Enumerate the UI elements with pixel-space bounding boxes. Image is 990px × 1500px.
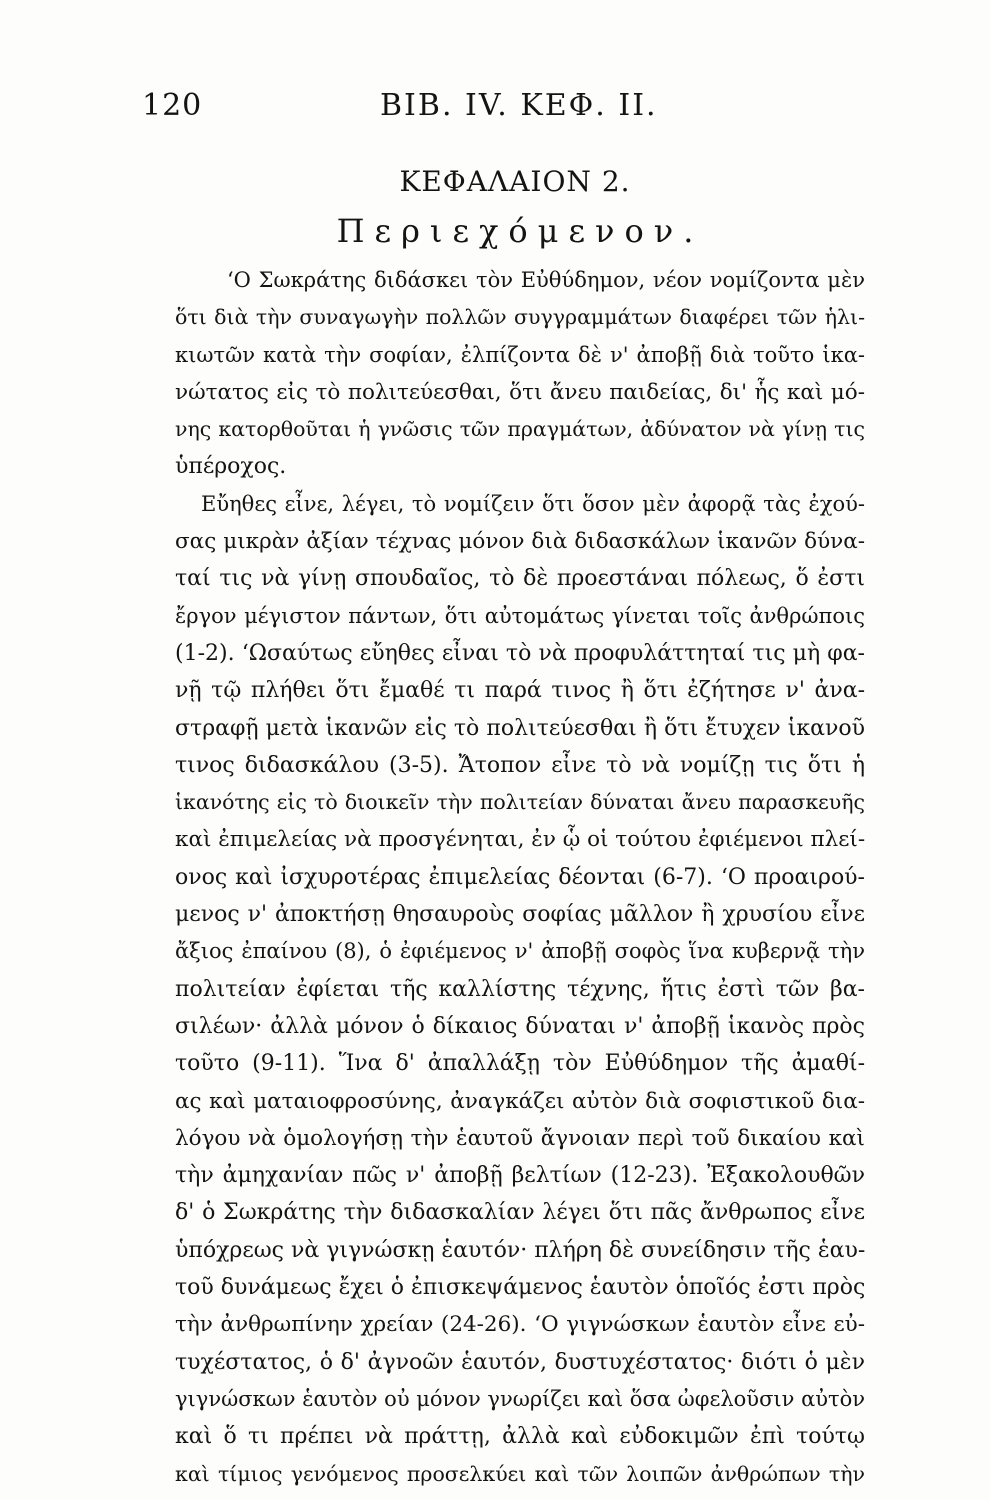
text-line: κιωτῶν κατὰ τὴν σοφίαν, ἐλπίζοντα δὲ ν' ἀποβῇ διὰ τοῦτο ἱκα- (175, 342, 865, 367)
text-line: ὅτι διὰ τὴν συναγωγὴν πολλῶν συγγραμμάτων διαφέρει τῶν ἡλι- (175, 305, 865, 330)
body-text (175, 262, 865, 1493)
text-line: σας μικρὰν ἀξίαν τέχνας μόνον διὰ διδασκάλων ἱκανῶν δύνα- (175, 529, 865, 555)
text-line: ἄξιος ἐπαίνου (8), ὁ ἐφιέμενος ν' ἀποβῇ σοφὸς ἵνα κυβερνᾷ τὴν (175, 939, 865, 964)
text-line: τὴν ἀμηχανίαν πῶς ν' ἀποβῇ βελτίων (12-23). Ἐξακολουθῶν (175, 1163, 865, 1189)
text-line: λόγου νὰ ὁμολογήσῃ τὴν ἑαυτοῦ ἄγνοιαν περὶ τοῦ δικαίου καὶ (175, 1125, 865, 1151)
text-line: νώτατος εἰς τὸ πολιτεύεσθαι, ὅτι ἄνευ παιδείας, δι' ἧς καὶ μό- (175, 379, 865, 405)
text-line: νῇ τῷ πλήθει ὅτι ἔμαθέ τι παρά τινος ἢ ὅτι ἐζήτησε ν' ἀνα- (175, 678, 865, 704)
text-line: μενος ν' ἀποκτήσῃ θησαυροὺς σοφίας μᾶλλον ἢ χρυσίου εἶνε (175, 902, 865, 928)
text-line: καὶ ἐπιμελείας νὰ προσγένηται, ἐν ᾧ οἱ τούτου ἐφιέμενοι πλεί- (175, 827, 866, 853)
text-line: ‘Ο Σωκράτης διδάσκει τὸν Εὐθύδημον, νέον νομίζοντα μὲν (227, 268, 865, 292)
text-line: δ' ὁ Σωκράτης τὴν διδασκαλίαν λέγει ὅτι πᾶς ἄνθρωπος εἶνε (175, 1200, 865, 1226)
text-line: τυχέστατος, ὁ δ' ἀγνοῶν ἑαυτόν, δυστυχέστατος· διότι ὁ μὲν (175, 1349, 865, 1375)
text-line: καὶ ὅ τι πρέπει νὰ πράττῃ, ἀλλὰ καὶ εὐδοκιμῶν ἐπὶ τούτῳ (175, 1424, 865, 1450)
text-line: γιγνώσκων ἑαυτὸν οὐ μόνον γνωρίζει καὶ ὅσα ὠφελοῦσιν αὐτὸν (175, 1386, 866, 1411)
text-line: ας καὶ ματαιοφροσύνης, ἀναγκάζει αὐτὸν διὰ σοφιστικοῦ δια- (175, 1088, 865, 1114)
page-number: 120 (142, 88, 203, 123)
text-line: ὑπέροχος. (175, 454, 287, 480)
text-line: στραφῇ μετὰ ἱκανῶν εἰς τὸ πολιτεύεσθαι ἢ ὅτι ἔτυχεν ἱκανοῦ (175, 715, 865, 741)
running-head (140, 88, 860, 128)
book-chapter-reference: ΒΙΒ. IV. ΚΕΦ. II. (380, 88, 658, 123)
text-line: τοῦ δυνάμεως ἔχει ὁ ἐπισκεψάμενος ἑαυτὸν ὁποῖός ἐστι πρὸς (175, 1275, 866, 1301)
text-line: ονος καὶ ἰσχυροτέρας ἐπιμελείας δέονται (6-7). ‘Ο προαιρού- (175, 864, 865, 890)
text-line: Εὔηθες εἶνε, λέγει, τὸ νομίζειν ὅτι ὅσον μὲν ἀφορᾷ τὰς ἐχού- (201, 491, 865, 516)
text-line: ἔργον μέγιστον πάντων, ὅτι αὐτομάτως γίνεται τοῖς ἀνθρώποις (175, 603, 865, 628)
chapter-title: ΚΕΦΑΛΑΙΟΝ 2. (399, 165, 631, 198)
text-line: τὴν ἀνθρωπίνην χρείαν (24-26). ‘Ο γιγνώσκων ἑαυτὸν εἶνε εὐ- (175, 1312, 865, 1338)
text-line: νης κατορθοῦται ἡ γνῶσις τῶν πραγμάτων, ἀδύνατον νὰ γίνῃ τις (175, 417, 865, 442)
text-line: ὑπόχρεως νὰ γιγνώσκῃ ἑαυτόν· πλήρη δὲ συνείδησιν τῆς ἑαυ- (175, 1237, 866, 1263)
text-line: τοῦτο (9-11). Ἵνα δ' ἀπαλλάξῃ τὸν Εὐθύδημον τῆς ἀμαθί- (175, 1051, 865, 1077)
text-line: σιλέων· ἀλλὰ μόνον ὁ δίκαιος δύναται ν' ἀποβῇ ἱκανὸς πρὸς (175, 1013, 865, 1039)
text-line: (1-2). ‘Ωσαύτως εὔηθες εἶναι τὸ νὰ προφυλάττηταί τις μὴ φα- (175, 640, 865, 666)
text-line: πολιτείαν ἐφίεται τῆς καλλίστης τέχνης, ἥτις ἐστὶ τῶν βα- (175, 976, 865, 1002)
text-line: ταί τις νὰ γίνῃ σπουδαῖος, τὸ δὲ προεστάναι πόλεως, ὅ ἐστι (175, 566, 865, 592)
text-line: τινος διδασκάλου (3-5). Ἄτοπον εἶνε τὸ νὰ νομίζῃ τις ὅτι ἡ (175, 752, 865, 778)
section-title: Περιεχόμενον. (336, 212, 704, 250)
text-line: ἱκανότης εἰς τὸ διοικεῖν τὴν πολιτείαν δύναται ἄνευ παρασκευῆς (175, 790, 865, 815)
text-line: καὶ τίμιος γενόμενος προσελκύει καὶ τῶν λοιπῶν ἀνθρώπων τὴν (175, 1461, 865, 1486)
